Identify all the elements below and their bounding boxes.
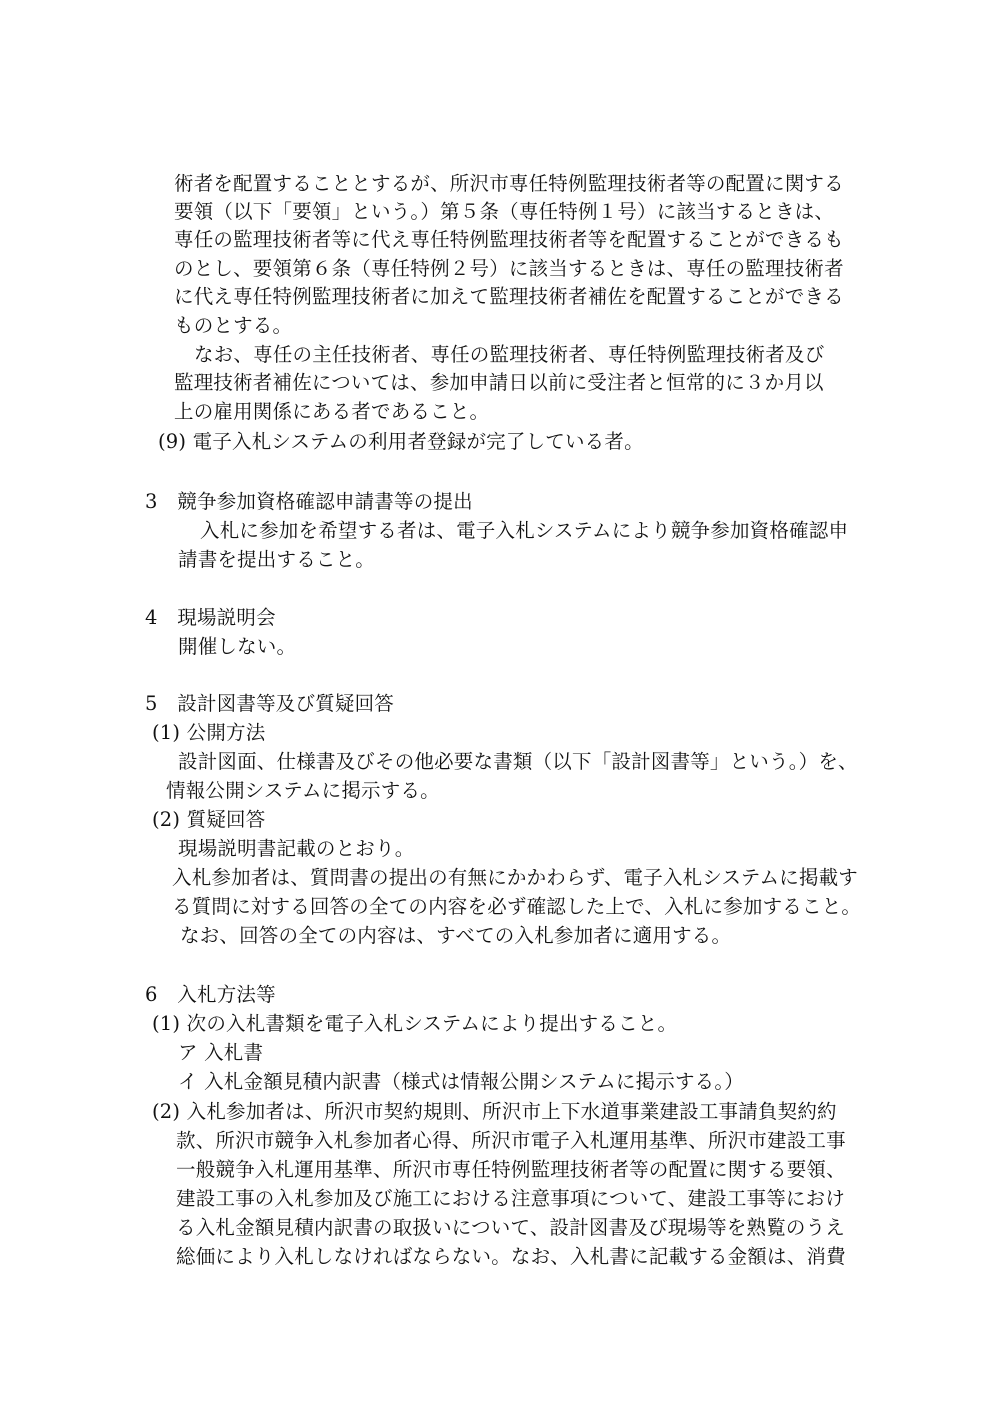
text-line: 現場説明書記載のとおり。 [178, 837, 415, 860]
text-line: なお、回答の全ての内容は、すべての入札参加者に適用する。 [180, 924, 732, 947]
text-line: る入札金額見積内訳書の取扱いについて、設計図書及び現場等を熟覧のうえ [176, 1216, 846, 1239]
text-line: ものとする。 [174, 314, 293, 337]
text-line: 入札参加者は、質問書の提出の有無にかかわらず、電子入札システムに掲載す [172, 866, 858, 889]
text-line: 入札に参加を希望する者は、電子入札システムにより競争参加資格確認申 [200, 519, 849, 542]
list-item: (9) 電子入札システムの利用者登録が完了している者。 [158, 430, 644, 453]
sub-list-item: ア 入札書 [178, 1041, 264, 1064]
text-line: 款、所沢市競争入札参加者心得、所沢市電子入札運用基準、所沢市建設工事 [176, 1129, 846, 1152]
list-item: (2) 入札参加者は、所沢市契約規則、所沢市上下水道事業建設工事請負契約約 [152, 1100, 837, 1123]
text-line: 監理技術者補佐については、参加申請日以前に受注者と恒常的に３か月以 [174, 371, 824, 394]
text-line: る質問に対する回答の全ての内容を必ず確認した上で、入札に参加すること。 [172, 895, 862, 918]
text-line: 専任の監理技術者等に代え専任特例監理技術者等を配置することができるも [174, 228, 844, 251]
text-line: 総価により入札しなければならない。なお、入札書に記載する金額は、消費 [176, 1245, 846, 1268]
text-line: 上の雇用関係にある者であること。 [174, 400, 490, 423]
text-line: 設計図面、仕様書及びその他必要な書類（以下「設計図書等」という。）を、 [178, 750, 858, 773]
text-line: 情報公開システムに掲示する。 [166, 779, 440, 802]
text-line: 一般競争入札運用基準、所沢市専任特例監理技術者等の配置に関する要領、 [176, 1158, 846, 1181]
section-heading: 6 入札方法等 [145, 983, 276, 1006]
section-heading: 5 設計図書等及び質疑回答 [145, 692, 395, 715]
text-line: 開催しない。 [178, 635, 297, 658]
text-line: 術者を配置することとするが、所沢市専任特例監理技術者等の配置に関する [174, 172, 844, 195]
text-line: 請書を提出すること。 [178, 548, 376, 571]
text-line: なお、専任の主任技術者、専任の監理技術者、専任特例監理技術者及び [194, 343, 825, 366]
list-item: (1) 次の入札書類を電子入札システムにより提出すること。 [152, 1012, 678, 1035]
section-heading: 4 現場説明会 [145, 606, 276, 629]
section-heading: 3 競争参加資格確認申請書等の提出 [145, 490, 473, 513]
text-line: 建設工事の入札参加及び施工における注意事項について、建設工事等におけ [176, 1187, 846, 1210]
list-item: (2) 質疑回答 [152, 808, 266, 831]
list-item: (1) 公開方法 [152, 721, 266, 744]
text-line: に代え専任特例監理技術者に加えて監理技術者補佐を配置することができる [174, 285, 844, 308]
text-line: 要領（以下「要領」という。）第５条（専任特例１号）に該当するときは、 [174, 200, 835, 223]
sub-list-item: イ 入札金額見積内訳書（様式は情報公開システムに掲示する。） [178, 1070, 744, 1093]
text-line: のとし、要領第６条（専任特例２号）に該当するときは、専任の監理技術者 [174, 257, 844, 280]
